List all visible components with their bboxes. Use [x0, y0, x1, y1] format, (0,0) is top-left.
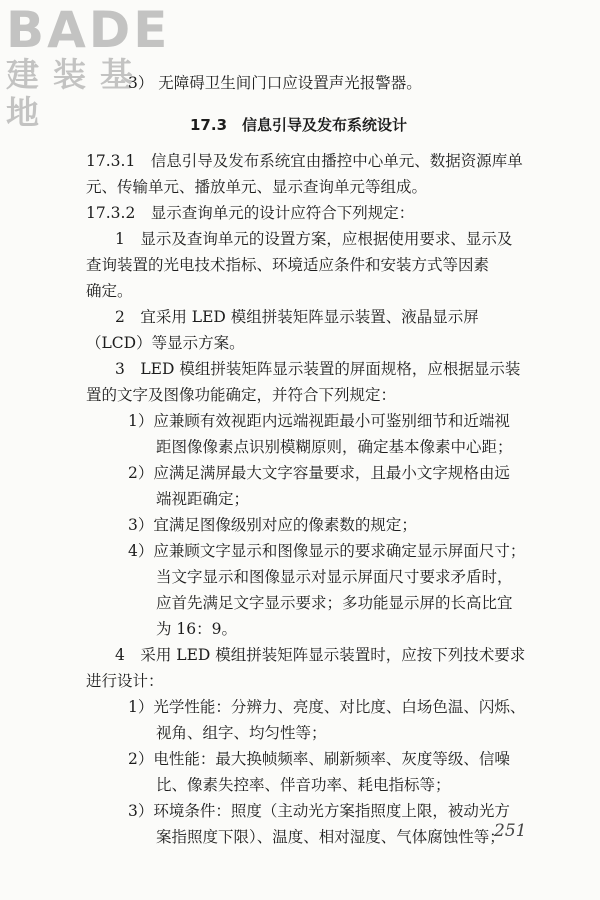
text-line: 确定。: [86, 282, 133, 300]
text-line: 视角、组字、均匀性等；: [156, 724, 327, 742]
text-line: （LCD）等显示方案。: [86, 334, 245, 352]
text-line: 距图像像素点识别模糊原则，确定基本像素中心距；: [156, 438, 513, 456]
item-3: 3 LED 模组拼装矩阵显示装置的屏面规格，应根据显示装: [115, 360, 521, 378]
text-line: 端视距确定；: [156, 490, 250, 508]
text-line: 查询装置的光电技术指标、环境适应条件和安装方式等因素: [86, 256, 490, 274]
logo-mark: BADE: [6, 1, 171, 59]
text-line: 进行设计：: [86, 672, 164, 690]
subitem-1: 1）应兼顾有效视距内远端视距最小可鉴别细节和近端视: [128, 412, 510, 430]
text-line: 案指照度下限）、温度、相对湿度、气体腐蚀性等；: [156, 828, 505, 846]
item-2: 2 宜采用 LED 模组拼装矩阵显示装置、液晶显示屏: [115, 308, 479, 326]
text-line: 应首先满足文字显示要求；多功能显示屏的长高比宜: [156, 594, 513, 612]
text-line: 置的文字及图像功能确定，并符合下列规定：: [86, 386, 397, 404]
subitem-2: 2）应满足满屏最大文字容量要求，且最小文字规格由远: [128, 464, 510, 482]
text-line: 当文字显示和图像显示对显示屏面尺寸要求矛盾时，: [156, 568, 513, 586]
subitem-1: 1）光学性能：分辨力、亮度、对比度、白场色温、闪烁、: [128, 698, 526, 716]
text-line: 为 16：9。: [156, 620, 238, 638]
logo-subtitle: 建装基地: [6, 55, 147, 132]
subitem-3: 3）环境条件：照度（主动光方案指照度上限，被动光方: [128, 802, 510, 820]
subitem-4: 4）应兼顾文字显示和图像显示的要求确定显示屏面尺寸；: [128, 542, 526, 560]
clause-17-3-2: 17.3.2 显示查询单元的设计应符合下列规定：: [86, 204, 415, 222]
text-line: 比、像素失控率、伴音功率、耗电指标等；: [156, 776, 451, 794]
section-title: 17.3 信息引导及发布系统设计: [190, 116, 408, 134]
clause-17-3-1: 17.3.1 信息引导及发布系统宜由播控中心单元、数据资源库单: [86, 152, 523, 170]
text-line: 3） 无障碍卫生间门口应设置声光报警器。: [128, 74, 422, 92]
subitem-2: 2）电性能：最大换帧频率、刷新频率、灰度等级、信噪: [128, 750, 510, 768]
item-4: 4 采用 LED 模组拼装矩阵显示装置时，应按下列技术要求: [115, 646, 526, 664]
item-1: 1 显示及查询单元的设置方案，应根据使用要求、显示及: [115, 230, 513, 248]
text-line: 元、传输单元、播放单元、显示查询单元等组成。: [86, 178, 428, 196]
page-number: 251: [494, 821, 527, 841]
subitem-3: 3）宜满足图像级别对应的像素数的规定；: [128, 516, 417, 534]
